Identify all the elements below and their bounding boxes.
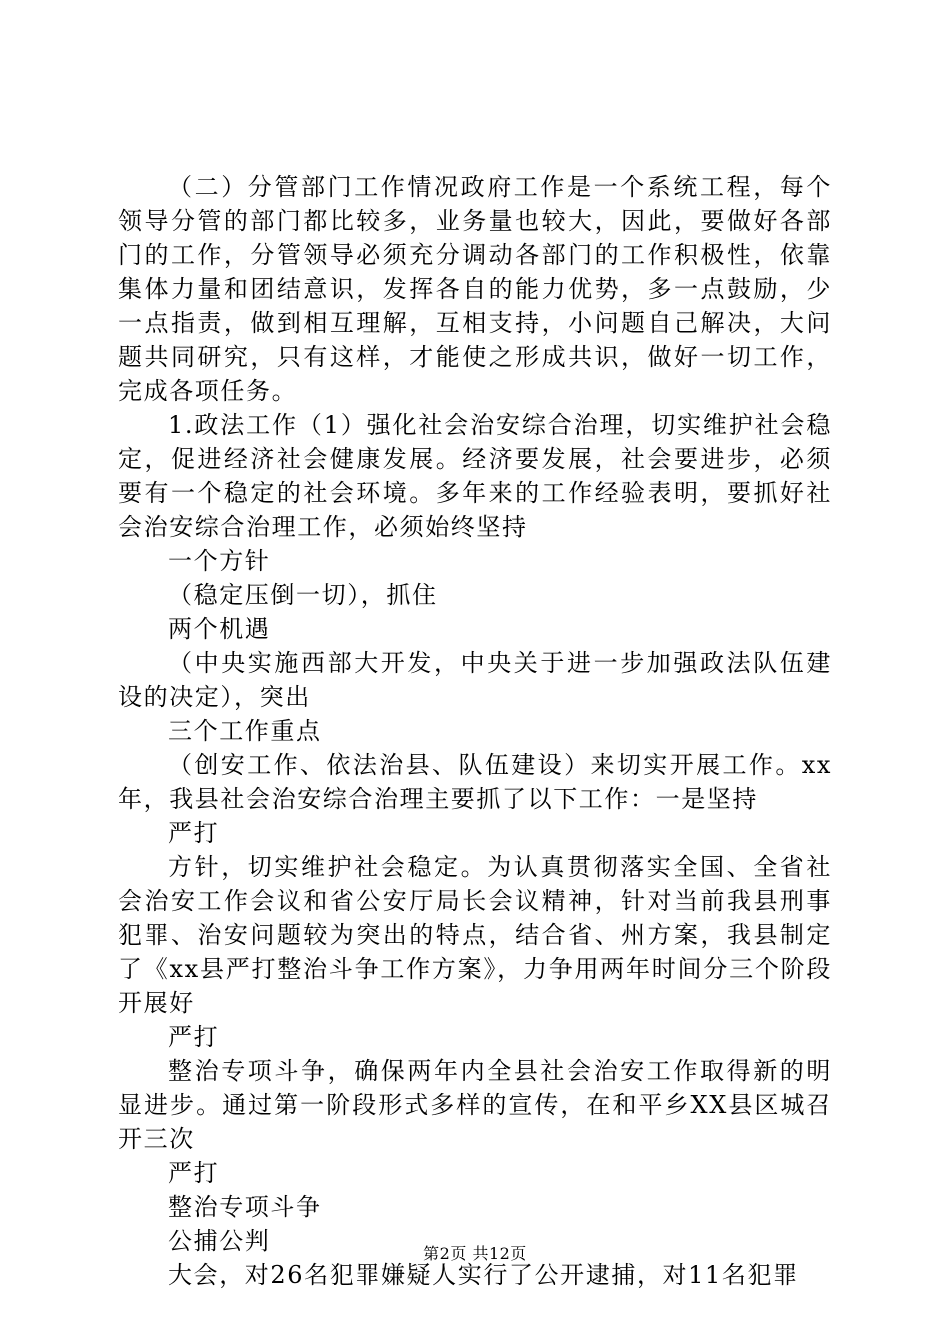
paragraph-stability-note: （稳定压倒一切），抓住 bbox=[168, 581, 438, 609]
paragraph-responsibility-overview: （二）分管部门工作情况政府工作是一个系统工程，每个领导分管的部门都比较多，业务量也较大，因此，要做好各部门的工作，分管领导必须充分调动各部门的工作积极性，依靠集体力量和团结意识，发挥各自的能力优势，多一点鼓励，少一点指责，做到相互理解，互相支持，小问题自己解决，大问题共同研究，只有这样，才能使之形成共识，做好一切工作，完成各项任务。 bbox=[118, 173, 832, 405]
paragraph-one-policy: 一个方针 bbox=[168, 547, 271, 575]
paragraph-special-campaign: 整治专项斗争 bbox=[168, 1193, 322, 1221]
paragraph-meeting-results: 大会，对26名犯罪嫌疑人实行了公开逮捕，对11名犯罪 bbox=[168, 1261, 799, 1289]
paragraph-political-legal-work: 1.政法工作（1）强化社会治安综合治理，切实维护社会稳定，促进经济社会健康发展。经济要发展，社会要进步，必须要有一个稳定的社会环境。多年来的工作经验表明，要抓好社会治安综合治理工作，必须始终坚持 bbox=[118, 411, 832, 541]
paragraph-strike-hard-1: 严打 bbox=[168, 819, 220, 847]
paragraph-strike-hard-2: 严打 bbox=[168, 1023, 220, 1051]
paragraph-opportunities-detail: （中央实施西部大开发，中央关于进一步加强政法队伍建设的决定），突出 bbox=[118, 649, 832, 711]
page-number-footer: 第2页 共12页 bbox=[423, 1244, 527, 1263]
paragraph-strike-hard-3: 严打 bbox=[168, 1159, 220, 1187]
paragraph-focus-detail: （创安工作、依法治县、队伍建设）来切实开展工作。xx年，我县社会治安综合治理主要抓了以下工作：一是坚持 bbox=[118, 751, 832, 813]
paragraph-policy-implementation: 方针，切实维护社会稳定。为认真贯彻落实全国、全省社会治安工作会议和省公安厅局长会议精神，针对当前我县刑事犯罪、治安问题较为突出的特点，结合省、州方案，我县制定了《xx县严打整治斗争工作方案》，力争用两年时间分三个阶段开展好 bbox=[118, 853, 832, 1017]
document-body bbox=[118, 170, 832, 1292]
paragraph-public-arrest-trial: 公捕公判 bbox=[168, 1227, 271, 1255]
paragraph-two-opportunities: 两个机遇 bbox=[168, 615, 271, 643]
paragraph-campaign-progress: 整治专项斗争，确保两年内全县社会治安工作取得新的明显进步。通过第一阶段形式多样的宣传，在和平乡XX县区城召开三次 bbox=[118, 1057, 832, 1153]
paragraph-three-focus-points: 三个工作重点 bbox=[168, 717, 322, 745]
